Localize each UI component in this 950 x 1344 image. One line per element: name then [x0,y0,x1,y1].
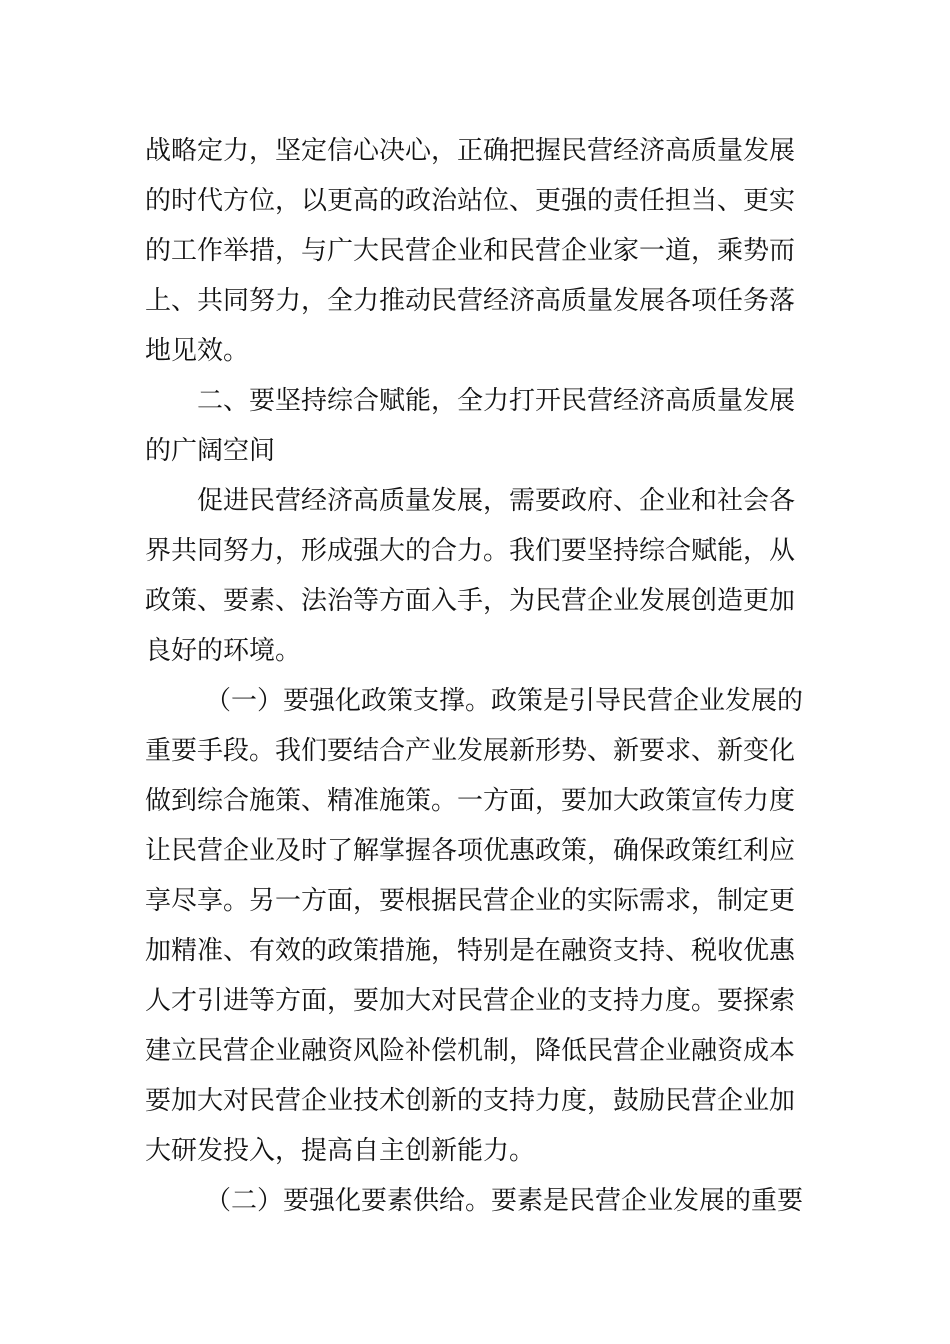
text-line: 让民营企业及时了解掌握各项优惠政策，确保政策红利应 [145,836,796,866]
text-line: 政策、要素、法治等方面入手，为民营企业发展创造更加 [145,586,796,616]
text-line: 人才引进等方面，要加大对民营企业的支持力度。要探索 [145,986,796,1016]
text-line: 重要手段。我们要结合产业发展新形势、新要求、新变化 [145,736,796,766]
text-line: 大研发投入，提高自主创新能力。 [145,1136,536,1166]
text-line: 的时代方位，以更高的政治站位、更强的责任担当、更实 [145,186,796,216]
document-body [145,126,815,1226]
text-line: 地见效。 [145,336,250,366]
text-line: 建立民营企业融资风险补偿机制，降低民营企业融资成本 [145,1036,796,1066]
text-line: 的工作举措，与广大民营企业和民营企业家一道，乘势而 [145,236,796,266]
text-line: 战略定力，坚定信心决心，正确把握民营经济高质量发展 [145,136,796,166]
text-line: 做到综合施策、精准施策。一方面，要加大政策宣传力度 [145,786,796,816]
subsection-line: （一）要强化政策支撑。政策是引导民营企业发展的 [205,686,804,716]
text-line: 加精准、有效的政策措施，特别是在融资支持、税收优惠 [145,936,796,966]
text-line: 要加大对民营企业技术创新的支持力度，鼓励民营企业加 [145,1086,796,1116]
text-line: 界共同努力，形成强大的合力。我们要坚持综合赋能，从 [145,536,796,566]
section-heading-line: 二、要坚持综合赋能，全力打开民营经济高质量发展 [197,386,796,416]
section-heading-line: 的广阔空间 [145,436,276,466]
text-line: 良好的环境。 [145,636,302,666]
text-line: 享尽享。另一方面，要根据民营企业的实际需求，制定更 [145,886,796,916]
text-line: 上、共同努力，全力推动民营经济高质量发展各项任务落 [145,286,796,316]
text-line: 促进民营经济高质量发展，需要政府、企业和社会各 [197,486,796,516]
subsection-line: （二）要强化要素供给。要素是民营企业发展的重要 [205,1186,804,1216]
